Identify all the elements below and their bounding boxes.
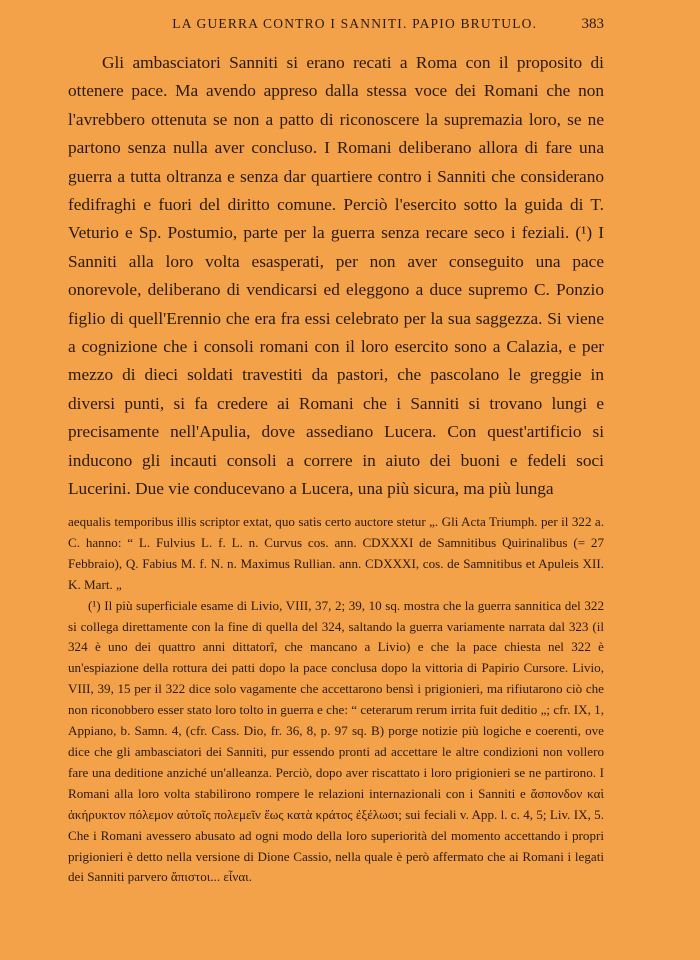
main-text — [68, 49, 604, 504]
page-number: 383 — [581, 16, 604, 32]
main-paragraph: Gli ambasciatori Sanniti si erano recati a Roma con il proposito di ottenere pace. Ma avendo appreso dalla stessa voce dei Romani che non l'avrebbero ottenuta se non a patto di riconoscere la supremazia loro, se ne partono senza nulla aver concluso. I Romani deliberano allora di fare una guerra a tutta oltranza e senza dar quartiere contro i Sanniti che considerano fedifraghi e fuori del diritto comune. Perciò l'esercito sotto la guida di T. Veturio e Sp. Postumio, parte per la guerra senza recare seco i feziali. (¹) I Sanniti alla loro volta esasperati, per non aver conseguito una pace onorevole, deliberano di vendicarsi ed eleggono a duce supremo C. Ponzio figlio di quell'Erennio che era fra essi celebrato per la sua saggezza. Si viene a cognizione che i consoli romani con il loro esercito sono a Calazia, e per mezzo di dieci soldati travestiti da pastori, che pascolano le greggie in diversi punti, si fa credere ai Romani che i Sanniti si trovano lungi e precisamente nell'Apulia, dove assediano Lucera. Con quest'artificio si inducono gli incauti consoli a correre in aiuto dei buoni e fedeli soci Lucerini. Due vie conducevano a Lucera, una più sicura, ma più lunga — [68, 53, 604, 499]
footnote-continuation: aequalis temporibus illis scriptor extat, quo satis certo auctore stetur „. Gli Acta Triumph. per il 322 a. C. hanno: “ L. Fulvius L. f. L. n. Curvus cos. ann. CDXXXI de Samnitibus Quirinalibus (= 27 Febbraio), Q. Fabius M. f. N. n. Maximus Rullian. ann. CDXXXI, cos. de Samnitibus et Apuleis XII. K. Mart. „ — [68, 514, 604, 592]
footnotes — [68, 512, 604, 888]
footnote-1: (¹) Il più superficiale esame di Livio, VIII, 37, 2; 39, 10 sq. mostra che la guerra sannitica del 322 si collega direttamente con la fine di quella del 324, saltando la guerra variamente narrata dal 323 (il 324 è uno dei quattro anni dittatorî, che mancano a Livio) e che la pace chiesta nel 322 è un'espiazione della rottura dei patti dopo la pace conclusa dopo la vittoria di Papirio Cursore. Livio, VIII, 39, 15 per il 322 dice solo vagamente che accettarono bensì i prigionieri, ma rifiutarono ciò che non riconobbero esser stato loro tolto in guerra e che: “ ceterarum rerum irrita fuit deditio „; cfr. IX, 1, Appiano, b. Samn. 4, (cfr. Cass. Dio, fr. 36, 8, p. 97 sq. B) porge notizie più logiche e coerenti, ove dice che gli ambasciatori dei Sanniti, pur essendo pronti ad accettare le altre condizioni non vollero fare una deditione anziché un'alleanza. Perciò, dopo aver riscattato i loro prigionieri se ne partirono. I Romani alla loro volta stabilirono rompere le relazioni internazionali con i Sanniti e ἄσπονδον καὶ ἀκήρυκτον πόλεμον αὐτοῖς πολεμεῖν ἕως κατὰ κράτος ἐξέλωσι; sui feciali v. App. l. c. 4, 5; Liv. IX, 5. Che i Romani avessero abusato ad ogni modo della loro superiorità del momento accettando i propri prigionieri è detto nella versione di Dione Cassio, nella quale è però affermato che ai Romani i legati dei Sanniti parvero ἄπιστοι... εἶναι. — [68, 597, 604, 885]
running-title: LA GUERRA CONTRO I SANNITI. PAPIO BRUTULO. — [172, 16, 538, 31]
running-header — [68, 16, 604, 40]
